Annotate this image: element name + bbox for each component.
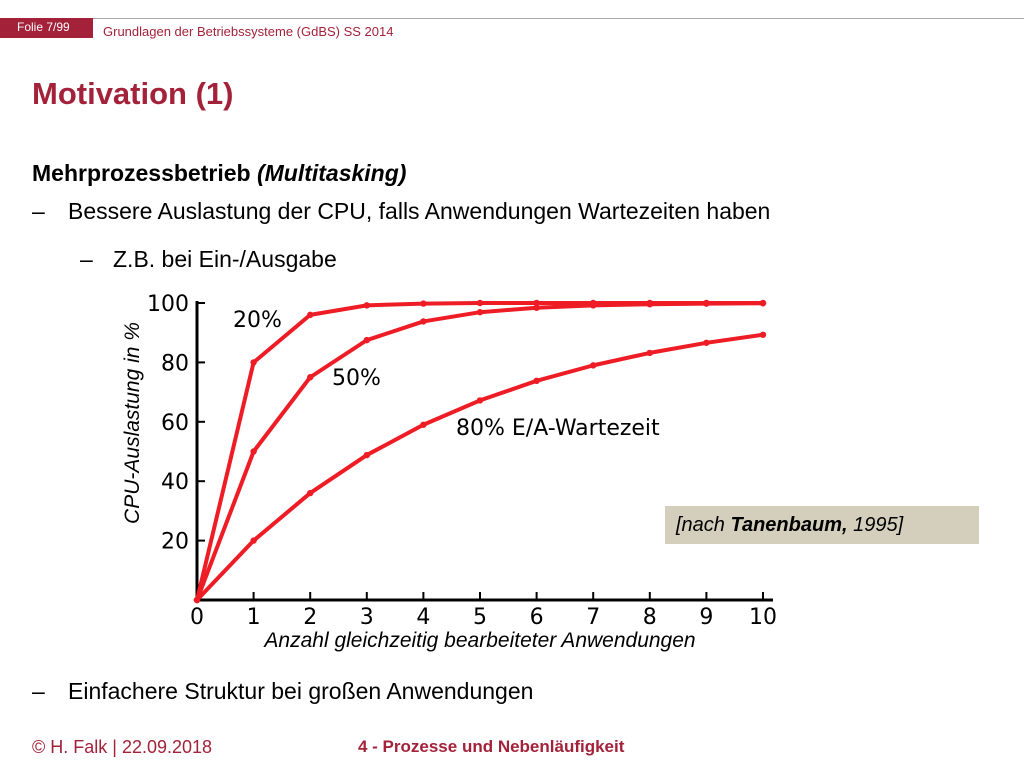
x-tick-label: 1 [246,605,261,630]
x-tick-label: 3 [359,605,374,630]
footer-chapter: 4 - Prozesse und Nebenläufigkeit [358,737,625,756]
bullet-dash: – [80,246,93,272]
x-tick-label: 7 [586,605,601,630]
series-point [590,302,596,308]
y-tick-label: 20 [161,529,189,555]
x-tick-label: 0 [190,605,204,630]
citation-prefix: [nach [676,514,731,536]
x-tick-label: 10 [749,605,777,630]
header-rule [0,18,1024,19]
series-point [420,318,426,324]
series-point [590,362,596,368]
x-axis-label: Anzahl gleichzeitig bearbeiteter Anwendungen [264,629,696,652]
series-point [477,309,483,315]
section-heading [32,160,406,187]
series-point [533,378,539,384]
series-point [703,340,709,346]
heading-main: Mehrprozessbetrieb [32,160,251,186]
citation-suffix: 1995] [847,514,904,536]
heading-italic: (Multitasking) [256,160,407,186]
cpu-utilization-chart [100,280,800,660]
citation-author: Tanenbaum, [730,514,848,536]
series-point [307,490,313,496]
citation-box [665,506,979,544]
series-point [307,312,313,318]
series-point [250,359,256,365]
series-label: 80% E/A-Wartezeit [456,416,660,441]
series-point [194,597,200,603]
series-point [533,305,539,311]
series-point [647,350,653,356]
bullet-text: Bessere Auslastung der CPU, falls Anwendungen Wartezeiten haben [68,198,771,224]
series-label: 20% [233,308,282,333]
bullet-dash: – [32,198,45,224]
series-point [477,397,483,403]
series-point [250,537,256,543]
x-tick-label: 9 [699,605,714,630]
x-tick-label: 2 [303,605,318,630]
series-point [477,300,483,306]
series-point [364,337,370,343]
bullet-dash: – [32,678,45,704]
series-line [197,335,763,600]
y-axis-label: CPU-Auslastung in % [121,322,144,524]
y-tick-label: 100 [147,292,189,317]
series-point [364,302,370,308]
course-title: Grundlagen der Betriebssysteme (GdBS) SS 2014 [103,24,394,39]
series-point [307,374,313,380]
x-tick-label: 8 [642,605,657,630]
slide-title: Motivation (1) [32,76,234,111]
chart-ticks [147,292,777,630]
series-point [420,422,426,428]
bullet-text: Einfachere Struktur bei großen Anwendungen [68,678,534,704]
series-point [760,332,766,338]
bullet-text: Z.B. bei Ein-/Ausgabe [113,246,337,272]
series-point [364,452,370,458]
x-tick-label: 4 [416,605,431,630]
series-label: 50% [332,366,381,391]
slide-number-badge: Folie 7/99 [0,18,93,38]
series-point [647,301,653,307]
chart-series [194,300,766,603]
y-tick-label: 40 [161,470,189,496]
series-point [703,300,709,306]
y-tick-label: 80 [161,351,189,377]
y-tick-label: 60 [161,410,189,436]
x-tick-label: 6 [529,605,544,630]
footer-author-date: © H. Falk | 22.09.2018 [32,737,213,757]
x-tick-label: 5 [473,605,487,630]
series-point [420,300,426,306]
series-point [760,300,766,306]
series-point [250,448,256,454]
